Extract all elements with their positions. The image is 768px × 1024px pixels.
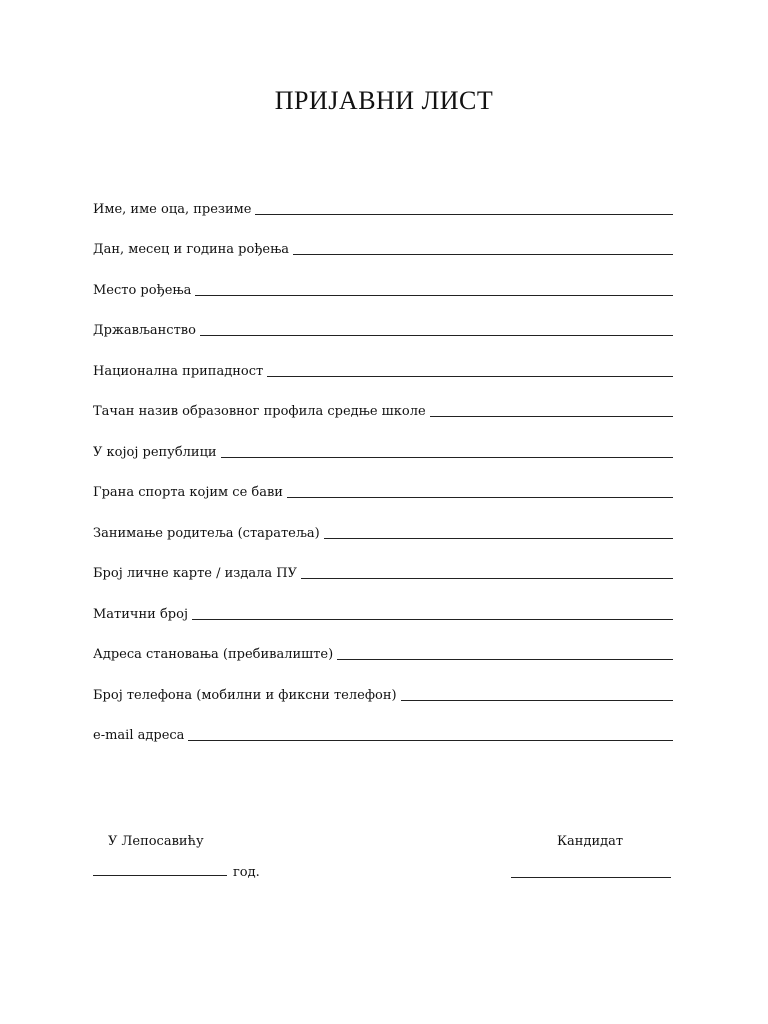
field-row-email bbox=[93, 705, 673, 746]
field-label: Занимање родитеља (старатеља) bbox=[93, 525, 320, 541]
field-row-parent-occupation bbox=[93, 502, 673, 543]
year-suffix: год. bbox=[233, 865, 260, 880]
email-blank[interactable] bbox=[188, 727, 673, 741]
nationality-blank[interactable] bbox=[267, 363, 673, 377]
form-fields bbox=[93, 178, 673, 745]
field-label: Место рођења bbox=[93, 282, 192, 298]
place-label: У Лепосавићу bbox=[108, 834, 204, 849]
field-label: Име, име оца, презиме bbox=[93, 201, 252, 217]
page-title: ПРИЈАВНИ ЛИСТ bbox=[274, 86, 494, 115]
field-label: Матични број bbox=[93, 606, 188, 622]
field-row-nationality bbox=[93, 340, 673, 381]
signature-blank[interactable] bbox=[511, 864, 671, 878]
phone-blank[interactable] bbox=[401, 687, 673, 701]
id-card-blank[interactable] bbox=[301, 565, 673, 579]
personal-number-blank[interactable] bbox=[192, 606, 673, 620]
field-label: Национална припадност bbox=[93, 363, 264, 379]
address-blank[interactable] bbox=[337, 646, 673, 660]
field-label: У којој републици bbox=[93, 444, 217, 460]
field-row-republic bbox=[93, 421, 673, 462]
parent-occupation-blank[interactable] bbox=[324, 525, 673, 539]
full-name-blank[interactable] bbox=[255, 201, 673, 215]
field-row-school-profile bbox=[93, 381, 673, 422]
sport-blank[interactable] bbox=[287, 484, 673, 498]
field-label: Број телефона (мобилни и фиксни телефон) bbox=[93, 687, 397, 703]
field-row-full-name bbox=[93, 178, 673, 219]
field-label: Држављанство bbox=[93, 323, 196, 338]
birth-place-blank[interactable] bbox=[195, 282, 673, 296]
school-profile-blank[interactable] bbox=[430, 403, 673, 417]
field-label: Број личне карте / издала ПУ bbox=[93, 566, 297, 581]
field-row-birth-date bbox=[93, 219, 673, 260]
field-label: Тачан назив образовног профила средње школе bbox=[93, 404, 426, 419]
field-row-sport bbox=[93, 462, 673, 503]
citizenship-blank[interactable] bbox=[200, 322, 673, 336]
date-line-group bbox=[93, 862, 260, 880]
field-label: Адреса становања (пребивалиште) bbox=[93, 647, 334, 662]
field-row-address bbox=[93, 624, 673, 665]
field-label: Дан, месец и година рођења bbox=[93, 242, 290, 257]
republic-blank[interactable] bbox=[221, 444, 673, 458]
field-row-phone bbox=[93, 664, 673, 705]
field-row-citizenship bbox=[93, 300, 673, 341]
field-row-id-card bbox=[93, 543, 673, 584]
date-blank[interactable] bbox=[93, 862, 227, 876]
field-row-birth-place bbox=[93, 259, 673, 300]
field-row-personal-number bbox=[93, 583, 673, 624]
candidate-label: Кандидат bbox=[557, 834, 624, 849]
field-label: Грана спорта којим се бави bbox=[93, 485, 283, 500]
field-label: e-mail адреса bbox=[93, 728, 185, 743]
birth-date-blank[interactable] bbox=[293, 241, 673, 255]
